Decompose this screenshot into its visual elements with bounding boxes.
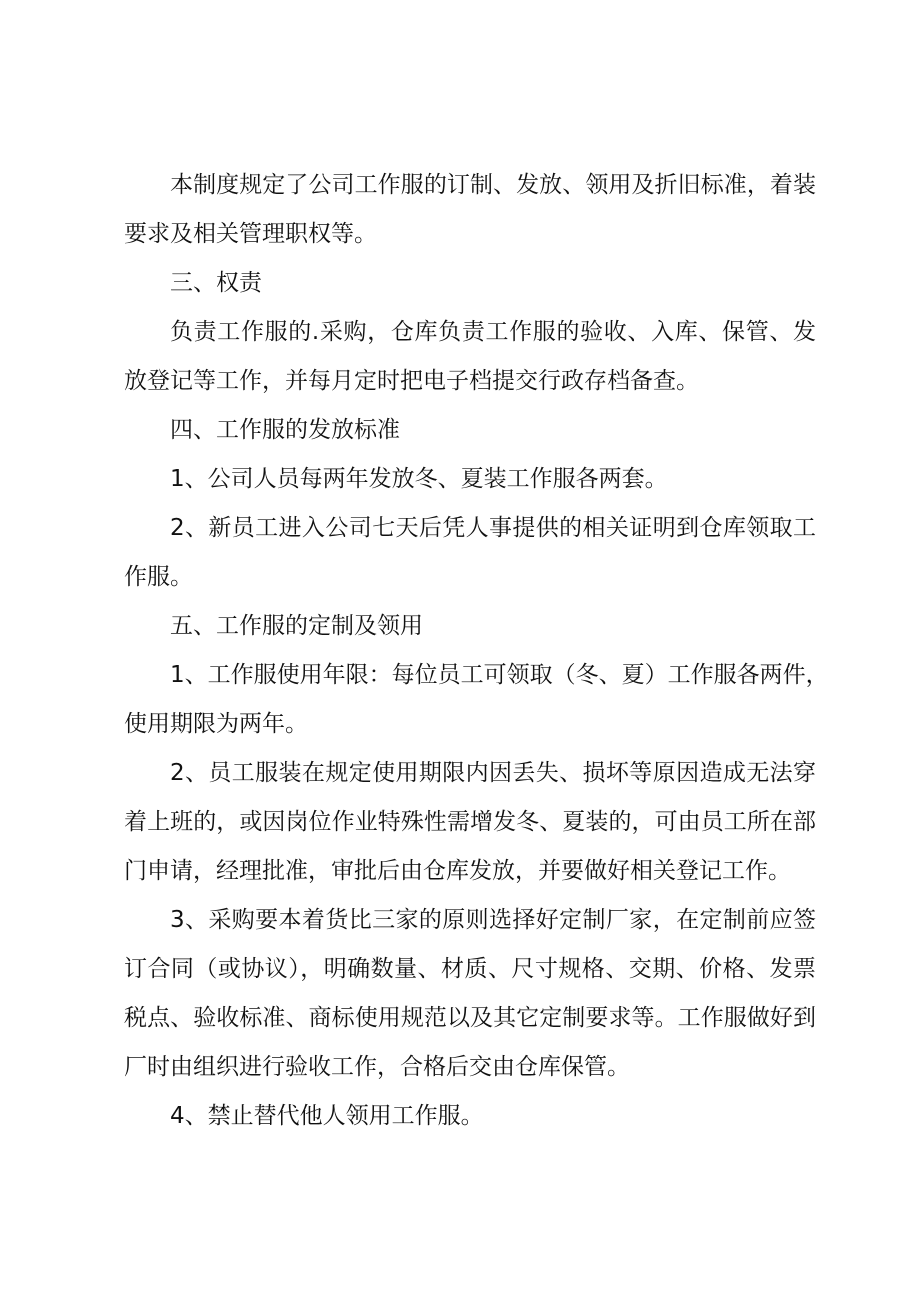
item-4-2-line-2: 作服。 [124, 564, 193, 590]
item-5-2-line-2: 着上班的，或因岗位作业特殊性需增发冬、夏装的，可由员工所在部 [124, 809, 816, 835]
item-5-2-line-3: 门申请，经理批准，审批后由仓库发放，并要做好相关登记工作。 [124, 858, 791, 884]
item-5-3-line-1: 3、采购要本着货比三家的原则选择好定制厂家，在定制前应签 [170, 907, 816, 933]
item-5-4-line-1: 4、禁止替代他人领用工作服。 [170, 1103, 484, 1129]
item-5-3-line-3: 税点、验收标准、商标使用规范以及其它定制要求等。工作服做好到 [124, 1005, 816, 1031]
item-5-2-line-1: 2、员工服装在规定使用期限内因丢失、损坏等原因造成无法穿 [170, 760, 816, 786]
item-4-1-line-1: 1、公司人员每两年发放冬、夏装工作服各两套。 [170, 466, 668, 492]
paragraph-scope-line-2: 要求及相关管理职权等。 [124, 221, 377, 247]
item-5-3-line-4: 厂时由组织进行验收工作，合格后交由仓库保管。 [124, 1054, 630, 1080]
item-5-3-line-2: 订合同（或协议），明确数量、材质、尺寸规格、交期、价格、发票 [124, 956, 816, 982]
heading-section-3-responsibilities: 三、权责 [170, 270, 262, 296]
paragraph-scope-line-1: 本制度规定了公司工作服的订制、发放、领用及折旧标准，着装 [170, 172, 816, 198]
item-4-2-line-1: 2、新员工进入公司七天后凭人事提供的相关证明到仓库领取工 [170, 515, 816, 541]
item-5-1-line-1: 1、工作服使用年限：每位员工可领取（冬、夏）工作服各两件， [170, 662, 829, 688]
heading-section-5-customization-and-collection: 五、工作服的定制及领用 [170, 613, 423, 639]
item-5-1-line-2: 使用期限为两年。 [124, 711, 308, 737]
paragraph-responsibilities-line-2: 放登记等工作，并每月定时把电子档提交行政存档备查。 [124, 368, 699, 394]
paragraph-responsibilities-line-1: 负责工作服的.采购，仓库负责工作服的验收、入库、保管、发 [170, 319, 816, 345]
heading-section-4-issuance-standard: 四、工作服的发放标准 [170, 417, 400, 443]
